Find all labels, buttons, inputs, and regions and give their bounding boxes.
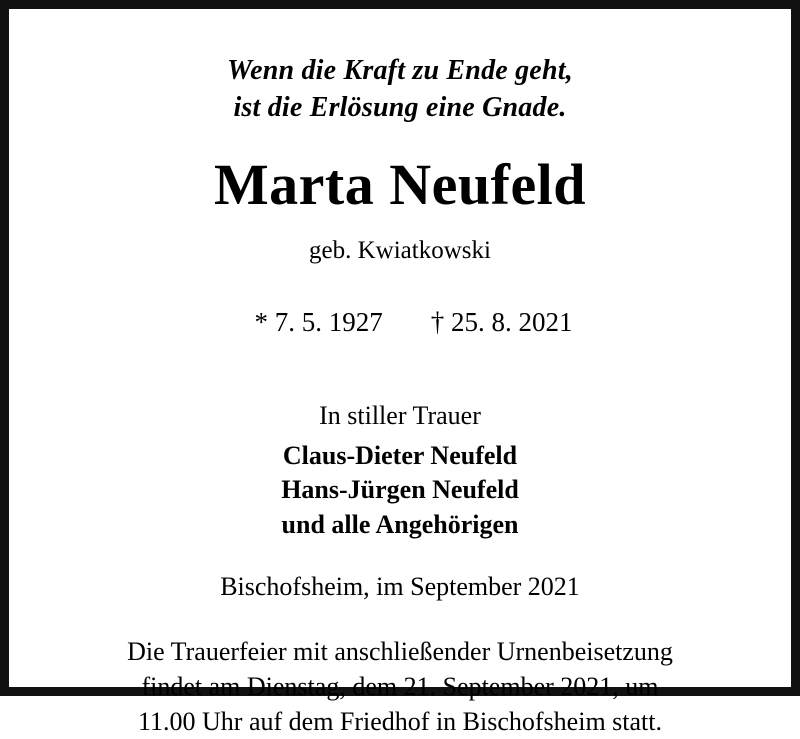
birth-date: * 7. 5. 1927 [254,307,383,338]
maiden-name: geb. Kwiatkowski [309,236,491,264]
ceremony-line-2: findet am Dienstag, dem 21. September 2021, um [141,671,659,701]
place-and-date: Bischofsheim, im September 2021 [220,571,580,601]
mourner-2: Hans-Jürgen Neufeld [281,475,519,505]
death-date: † 25. 8. 2021 [430,307,573,338]
epitaph-line-1: Wenn die Kraft zu Ende geht, [227,55,573,86]
mourning-intro: In stiller Trauer [319,400,481,430]
epitaph [49,53,751,127]
mourners-list [49,439,751,542]
mourner-3: und alle Angehörigen [281,509,519,539]
deceased-name: Marta Neufeld [213,151,587,217]
life-dates [49,274,751,371]
ceremony-line-1: Die Trauerfeier mit anschließender Urnenbeisetzung [127,636,673,666]
ceremony-details [49,635,751,739]
mourner-1: Claus-Dieter Neufeld [282,440,518,470]
ceremony-line-3: 11.00 Uhr auf dem Friedhof in Bischofsheim statt. [137,706,662,736]
epitaph-line-2: ist die Erlösung eine Gnade. [233,91,567,123]
